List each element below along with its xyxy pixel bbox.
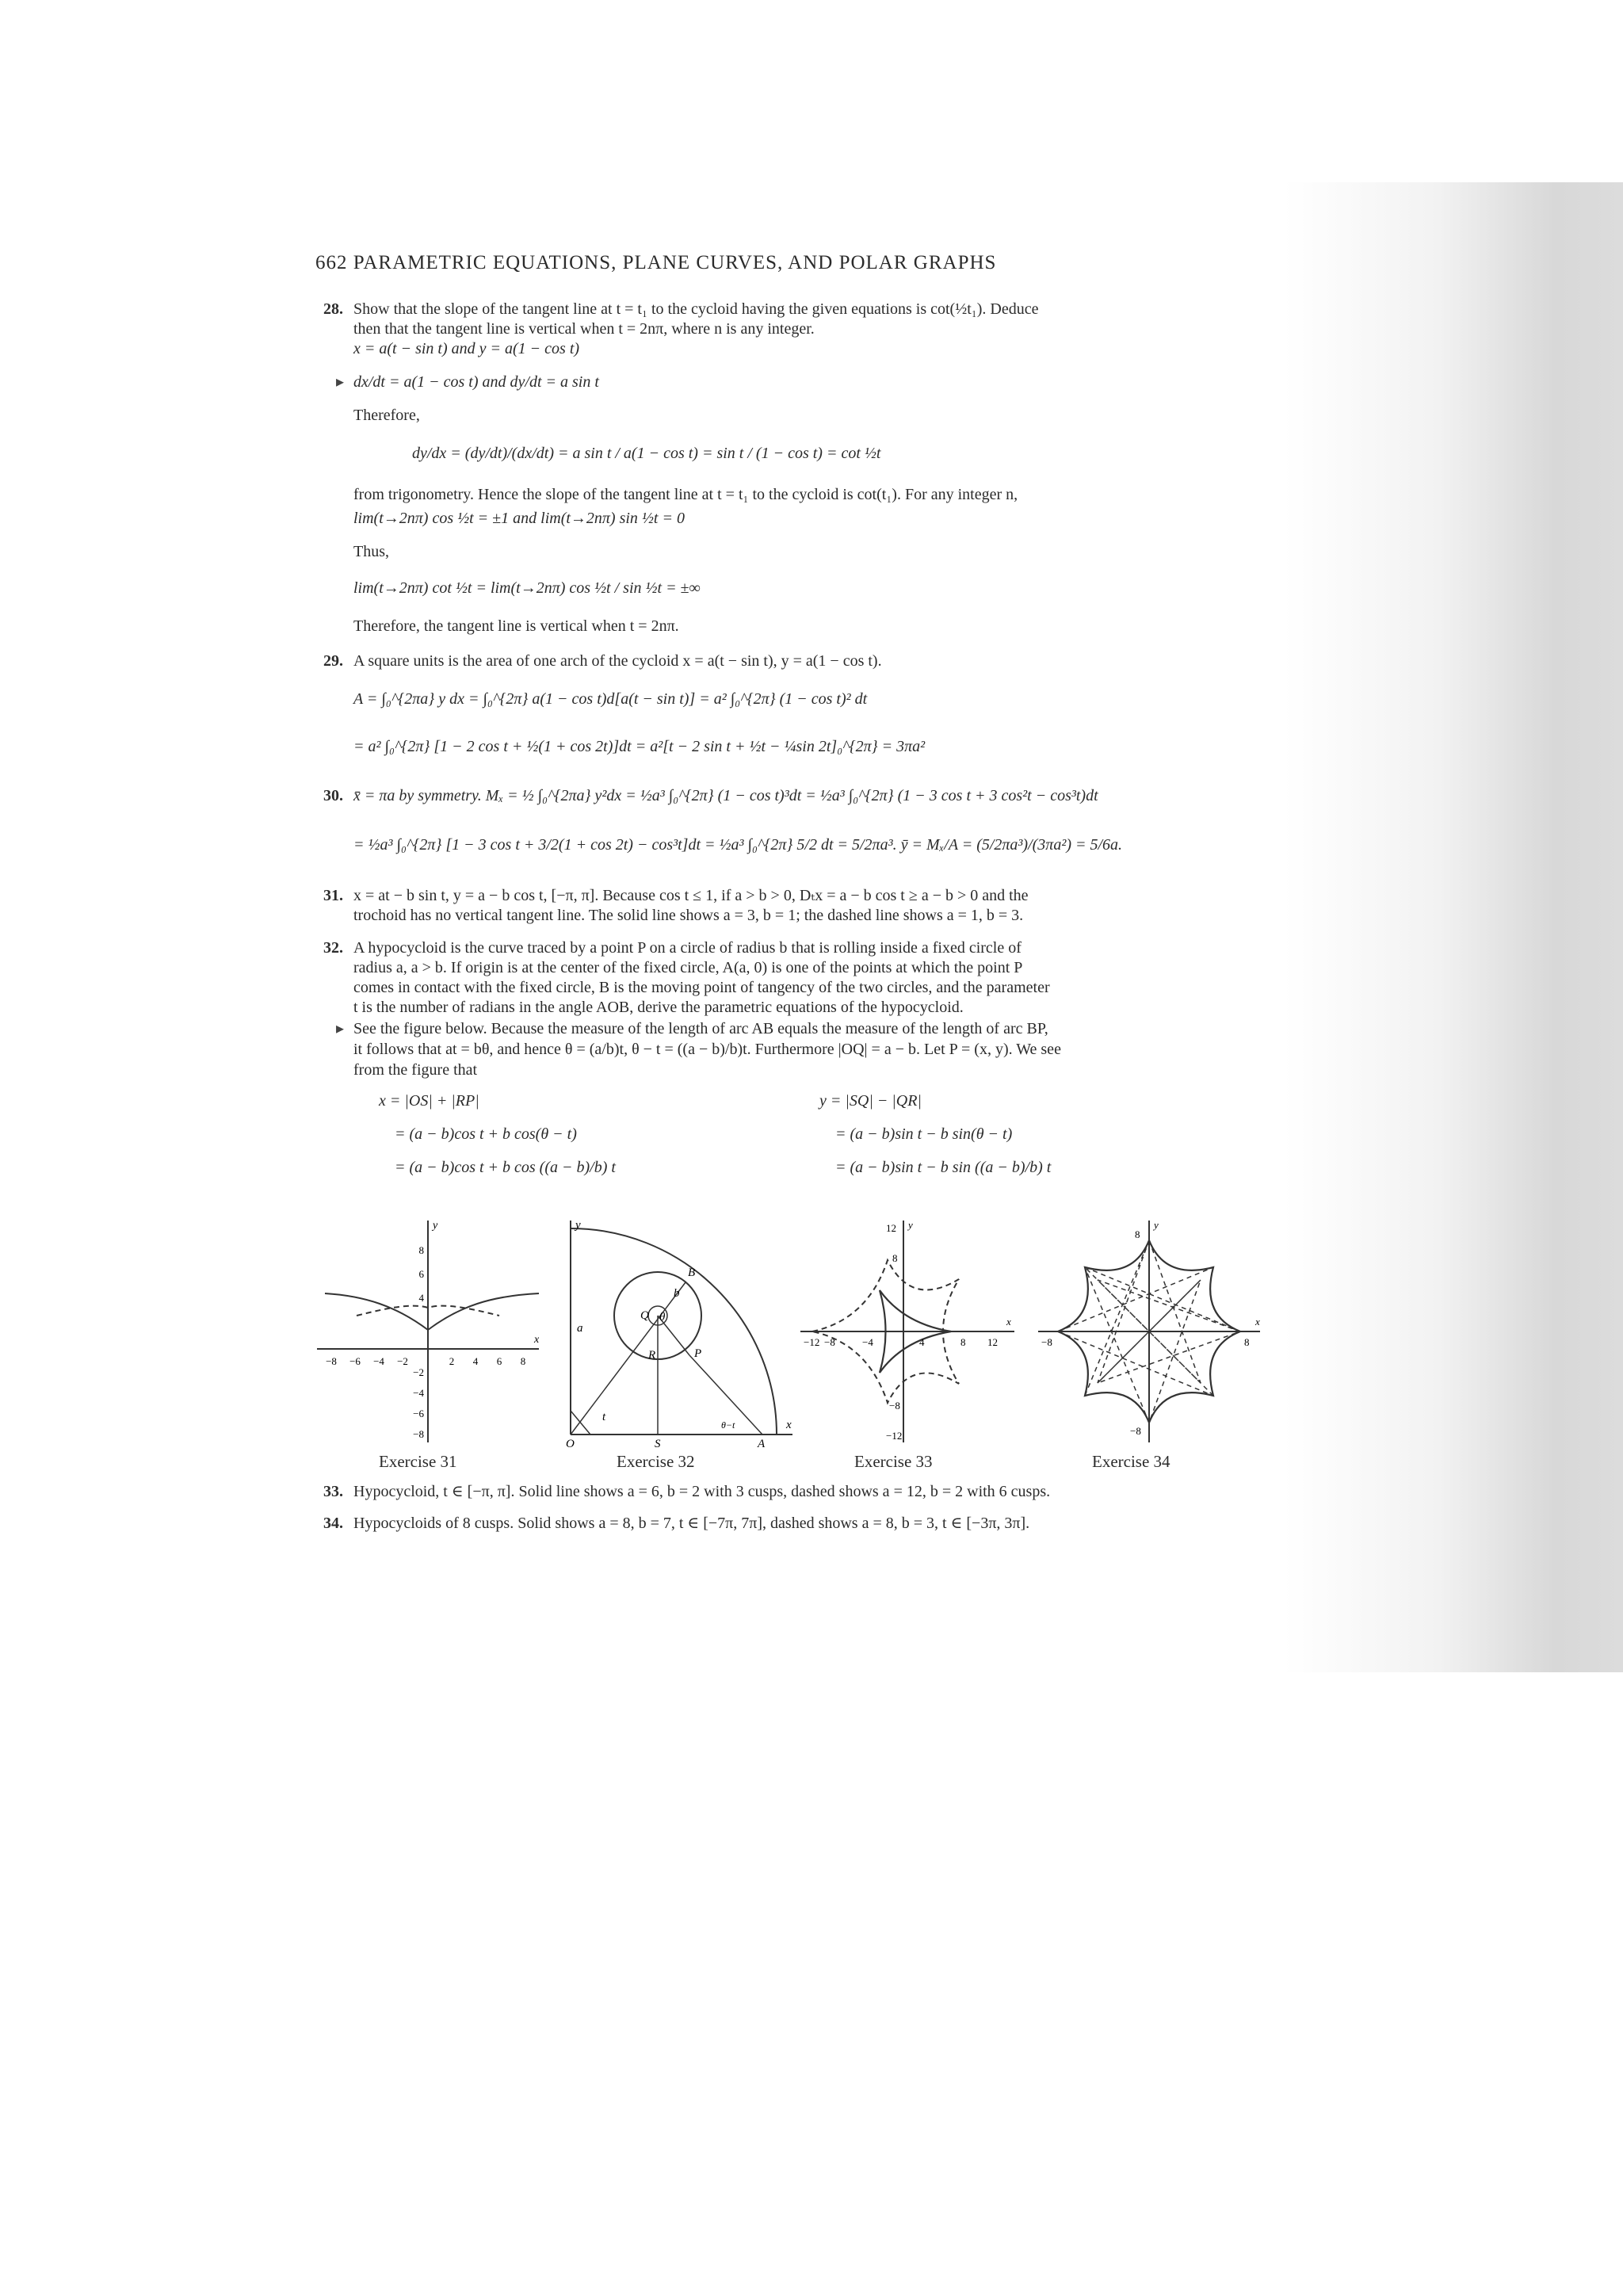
figure-exercise-33: [792, 1213, 1022, 1450]
x-equation: x = |OS| + |RP|: [379, 1092, 479, 1110]
label: 8: [892, 1252, 898, 1264]
question-text: A hypocycloid is the curve traced by a point P on a circle of radius b that is rolling inside a fixed circle of: [353, 939, 1022, 957]
exercise-number: 33.: [323, 1483, 343, 1500]
figure-caption: Exercise 33: [854, 1452, 933, 1471]
figure-exercise-34: [1030, 1213, 1268, 1450]
question-text: then that the tangent line is vertical when t = 2nπ, where n is any integer.: [353, 320, 815, 338]
label: R: [648, 1349, 656, 1362]
derivatives: dx/dt = a(1 − cos t) and dy/dt = a sin t: [353, 373, 599, 391]
exercise-32: [323, 938, 1348, 958]
exercise-number: 31.: [323, 887, 343, 904]
figure-labels: [566, 1219, 792, 1450]
tick-label: −6: [349, 1355, 361, 1367]
exercise-number: 30.: [323, 787, 343, 804]
label: 12: [987, 1336, 998, 1348]
label: b: [674, 1287, 680, 1300]
figure-exercise-32: [555, 1213, 800, 1450]
label: P: [694, 1347, 702, 1360]
tick-label: 4: [418, 1292, 424, 1304]
label: −8: [824, 1336, 835, 1348]
figure-exercise-31: [309, 1213, 555, 1450]
y-axis-label: y: [433, 1220, 438, 1232]
exercise-33: [323, 1482, 1348, 1502]
exercise-number: 32.: [323, 939, 343, 957]
label: t: [602, 1411, 606, 1423]
fixed-circle-arc: [571, 1228, 777, 1435]
y-equation: = (a − b)sin t − b sin ((a − b)/b) t: [835, 1159, 1052, 1176]
label: −8: [1041, 1336, 1052, 1348]
answer-text: Hypocycloid, t ∈ [−π, π]. Solid line shows a = 6, b = 2 with 3 cusps, dashed shows a = 12, b = 2 with 6 cusps.: [353, 1483, 1051, 1500]
x-equation: = (a − b)cos t + b cos ((a − b)/b) t: [395, 1159, 616, 1176]
label: 8: [1244, 1336, 1250, 1348]
answer-text: x = at − b sin t, y = a − b cos t, [−π, π]. Because cos t ≤ 1, if a > b > 0, Dₜx = a − b cos t ≥ a − b > 0 and the: [353, 887, 1029, 904]
figure-caption: Exercise 34: [1092, 1452, 1170, 1471]
label: −4: [862, 1336, 873, 1348]
label: O: [566, 1438, 575, 1450]
label: Q: [640, 1309, 649, 1322]
x-axis-label: x: [534, 1334, 540, 1346]
limit-formula: lim(t→2nπ) cot ½t = lim(t→2nπ) cos ½t / sin ½t = ±∞: [353, 579, 701, 597]
answer-arrow-icon: ▸: [336, 1020, 345, 1037]
tick-label: −4: [373, 1355, 384, 1367]
x-equation: = (a − b)cos t + b cos(θ − t): [395, 1125, 577, 1143]
tick-label: 8: [418, 1244, 424, 1256]
y-equation: y = |SQ| − |QR|: [819, 1092, 922, 1110]
exercise-number: 34.: [323, 1515, 343, 1532]
tick-label: −8: [326, 1355, 337, 1367]
question-text: radius a, a > b. If origin is at the center of the fixed circle, A(a, 0) is one of the points at which the point P: [353, 959, 1023, 976]
question-text: Show that the slope of the tangent line at t = t₁ to the cycloid having the given equations is cot(½t₁). Deduce: [353, 300, 1039, 318]
y-axis-label: y: [908, 1219, 913, 1231]
y-axis-label: y: [1154, 1219, 1159, 1231]
label: y: [575, 1219, 581, 1232]
label: −8: [889, 1400, 900, 1412]
label: A: [758, 1438, 766, 1450]
centroid-formula: = ½a³ ∫₀^{2π} [1 − 3 cos t + 3/2(1 + cos 2t) − cos³t]dt = ½a³ ∫₀^{2π} 5/2 dt = 5/2πa³. ȳ = Mₓ/A = (5/2πa³)/(3πa²) = 5/6a.: [353, 836, 1123, 854]
answer-arrow-icon: ▸: [336, 373, 345, 391]
tick-label: 6: [496, 1355, 502, 1367]
label: x: [786, 1419, 792, 1431]
label: 8: [1135, 1228, 1140, 1240]
given-equations: x = a(t − sin t) and y = a(1 − cos t): [353, 340, 580, 357]
label: −8: [1130, 1425, 1141, 1437]
exercise-29: [323, 651, 1348, 671]
x-axis-label: x: [1006, 1316, 1011, 1328]
label: θ: [659, 1311, 666, 1324]
exercise-28: [323, 300, 1348, 319]
answer-text: Therefore, the tangent line is vertical when t = 2nπ.: [353, 617, 679, 635]
moment-formula: x̄ = πa by symmetry. Mₓ = ½ ∫₀^{2πa} y²dx = ½a³ ∫₀^{2π} (1 − cos t)³dt = ½a³ ∫₀^{2π} (1 − 3 cos t + 3 cos²t − cos³t)dt: [353, 787, 1098, 804]
tick-label: 6: [418, 1268, 424, 1280]
figure-caption: Exercise 31: [379, 1452, 457, 1471]
question-text: comes in contact with the fixed circle, B is the moving point of tangency of the two circles, and the parameter: [353, 979, 1050, 996]
answer-text: Hypocycloids of 8 cusps. Solid shows a = 8, b = 7, t ∈ [−7π, 7π], dashed shows a = 8, b = 3, t ∈ [−3π, 3π].: [353, 1515, 1030, 1532]
tick-label: 2: [449, 1355, 455, 1367]
exercise-30: [323, 786, 1348, 806]
answer-text: A square units is the area of one arch of the cycloid x = a(t − sin t), y = a(1 − cos t).: [353, 652, 882, 670]
answer-text: See the figure below. Because the measure of the length of arc AB equals the measure of the length of arc BP,: [353, 1020, 1048, 1037]
tick-label: −6: [413, 1408, 424, 1419]
figure-labels: [1041, 1219, 1260, 1437]
tick-label: −8: [413, 1428, 424, 1440]
tick-label: 8: [520, 1355, 526, 1367]
y-tick-labels: [413, 1244, 424, 1440]
tick-label: 4: [472, 1355, 479, 1367]
y-equation: = (a − b)sin t − b sin(θ − t): [835, 1125, 1013, 1143]
tick-label: −4: [413, 1387, 424, 1399]
question-text: t is the number of radians in the angle AOB, derive the parametric equations of the hypocycloid.: [353, 999, 964, 1016]
exercise-number: 29.: [323, 652, 343, 670]
label: a: [577, 1322, 583, 1335]
answer-text: from trigonometry. Hence the slope of the tangent line at t = t₁ to the cycloid is cot(t₁). For any integer n,: [353, 486, 1018, 503]
answer-text: Thus,: [353, 543, 389, 560]
slope-formula: dy/dx = (dy/dt)/(dx/dt) = a sin t / a(1 − cos t) = sin t / (1 − cos t) = cot ½t: [412, 445, 881, 462]
label: 12: [886, 1222, 896, 1234]
area-formula: A = ∫₀^{2πa} y dx = ∫₀^{2π} a(1 − cos t)d[a(t − sin t)] = a² ∫₀^{2π} (1 − cos t)² dt: [353, 690, 868, 708]
label: −12: [804, 1336, 820, 1348]
tick-label: −2: [397, 1355, 408, 1367]
figure-labels: [804, 1219, 1011, 1442]
answer-text: from the figure that: [353, 1061, 478, 1079]
answer-line: [336, 1019, 1348, 1039]
label: B: [688, 1266, 696, 1279]
page-header: 662 PARAMETRIC EQUATIONS, PLANE CURVES, AND POLAR GRAPHS: [315, 252, 997, 273]
area-formula: = a² ∫₀^{2π} [1 − 2 cos t + ½(1 + cos 2t)]dt = a²[t − 2 sin t + ½t − ¼sin 2t]₀^{2π} = 3πa²: [353, 738, 926, 755]
x-axis-label: x: [1255, 1316, 1260, 1328]
label: 4: [919, 1336, 925, 1348]
figure-caption: Exercise 32: [617, 1452, 695, 1471]
answer-text: it follows that at = bθ, and hence θ = (a/b)t, θ − t = ((a − b)/b)t. Furthermore |OQ| = a − b. Let P = (x, y). We see: [353, 1041, 1061, 1058]
exercise-34: [323, 1514, 1348, 1534]
label: 8: [960, 1336, 966, 1348]
label: S: [655, 1438, 661, 1450]
solid-trochoid-curve: [325, 1293, 539, 1330]
label: −12: [886, 1430, 903, 1442]
answer-text: Therefore,: [353, 407, 420, 424]
answer-text: trochoid has no vertical tangent line. The solid line shows a = 3, b = 1; the dashed line shows a = 1, b = 3.: [353, 907, 1024, 924]
exercise-number: 28.: [323, 300, 343, 318]
exercise-31: [323, 886, 1348, 906]
x-tick-labels: [326, 1355, 525, 1367]
tick-label: −2: [413, 1366, 424, 1378]
label: θ−t: [721, 1419, 735, 1431]
answer-line: [336, 372, 1348, 392]
limit-formula: lim(t→2nπ) cos ½t = ±1 and lim(t→2nπ) sin ½t = 0: [353, 510, 685, 527]
